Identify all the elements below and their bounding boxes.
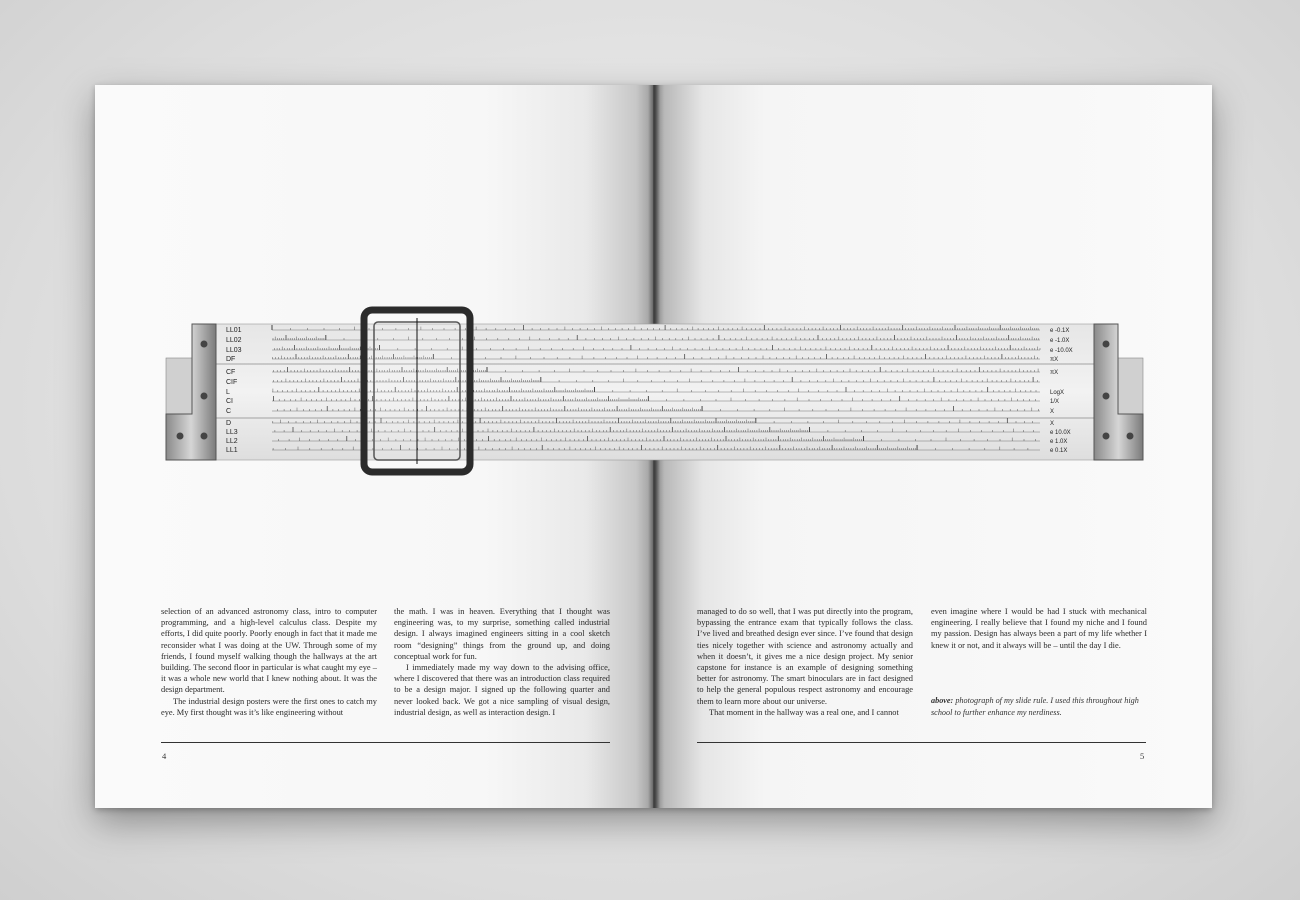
scale-label: X <box>1050 421 1055 427</box>
paragraph: managed to do so well, that I was put directly into the program, bypassing the entrance exam that typically follows the class. I’ve lived and breathed design ever since. I’ve found that design ties nicely together with science and astronomy actually and when it doesn’t, it gives me a nice design project. My senior capstone for instance is an example of designing something better for astronomy. The smart binoculars are in fact designed to help the general populous respect astronomy and encourage them to learn more about our universe. <box>697 607 913 706</box>
page-number: 5 <box>1140 751 1145 761</box>
paragraph: The industrial design posters were the first ones to catch my eye. My first thought was it’s like engineering without <box>161 696 377 717</box>
scale-label: e -1.0X <box>1050 338 1070 344</box>
scale-label: LogX <box>1050 390 1065 396</box>
paragraph: That moment in the hallway was a real one, and I cannot <box>709 707 899 717</box>
paragraph: even imagine where I would be had I stuck with mechanical engineering. I really believe that I found my niche and I found my passion. Design has always been a part of my life whether I knew it or not, and it always will be – until the day I die. <box>931 607 1147 650</box>
scale-label: DF <box>226 356 236 363</box>
scale-label: D <box>226 420 232 427</box>
page-number: 4 <box>162 751 167 761</box>
scale-label: LL3 <box>226 429 238 436</box>
screw-icon <box>201 393 208 400</box>
scale-label: CI <box>226 398 233 405</box>
screw-icon <box>177 433 184 440</box>
scale-label: e 0.1X <box>1050 448 1068 454</box>
screw-icon <box>1103 341 1110 348</box>
scale-label: πX <box>1050 370 1059 376</box>
scale-label: LL2 <box>226 438 238 445</box>
caption-text: photograph of my slide rule. I used this throughout high school to further enhance my nerdiness. <box>931 696 1139 717</box>
scale-label: LL02 <box>226 337 242 344</box>
scale-label: CF <box>226 369 236 376</box>
paragraph: I immediately made my way down to the advising office, where I discovered that there was an introduction class required to be a design major. I signed up the following quarter and never looked back. We got a nice sampling of visual design, industrial design, as well as interaction design. I <box>394 663 610 717</box>
scale-label: e 10.0X <box>1050 430 1071 436</box>
scale-label: C <box>226 408 232 415</box>
scale-label: L <box>226 389 230 396</box>
scale-label: e -0.1X <box>1050 328 1070 334</box>
screw-icon <box>1103 393 1110 400</box>
scale-label: e 1.0X <box>1050 439 1068 445</box>
scale-label: e -10.0X <box>1050 348 1073 354</box>
scale-label: πX <box>1050 357 1059 363</box>
scale-label: 1/X <box>1050 399 1060 405</box>
screw-icon <box>1103 433 1110 440</box>
scale-label: LL1 <box>226 447 238 454</box>
screw-icon <box>1127 433 1134 440</box>
scale-label: LL03 <box>226 347 242 354</box>
caption-label: above: <box>931 696 954 705</box>
paragraph: selection of an advanced astronomy class, intro to computer programming, and a high-level calculus class. Despite my efforts, I did quite poorly. Poorly enough in fact that it made me reconsider what I was doing at the UW. Through some of my friends, I found myself walking though the hallways at the art building. The second floor in particular is what caught my eye – it was a whole new world that I knew nothing about. It was the design department. <box>161 607 377 695</box>
scale-label: CIF <box>226 379 238 386</box>
paragraph: the math. I was in heaven. Everything that I thought was engineering was, to my surprise, something called industrial design. I always imagined engineers sitting in a cool sketch room “designing” things from the ground up, and doing conceptual work for fun. <box>394 607 610 661</box>
screw-icon <box>201 433 208 440</box>
scale-label: X <box>1050 409 1055 415</box>
screw-icon <box>201 341 208 348</box>
scale-label: LL01 <box>226 327 242 334</box>
